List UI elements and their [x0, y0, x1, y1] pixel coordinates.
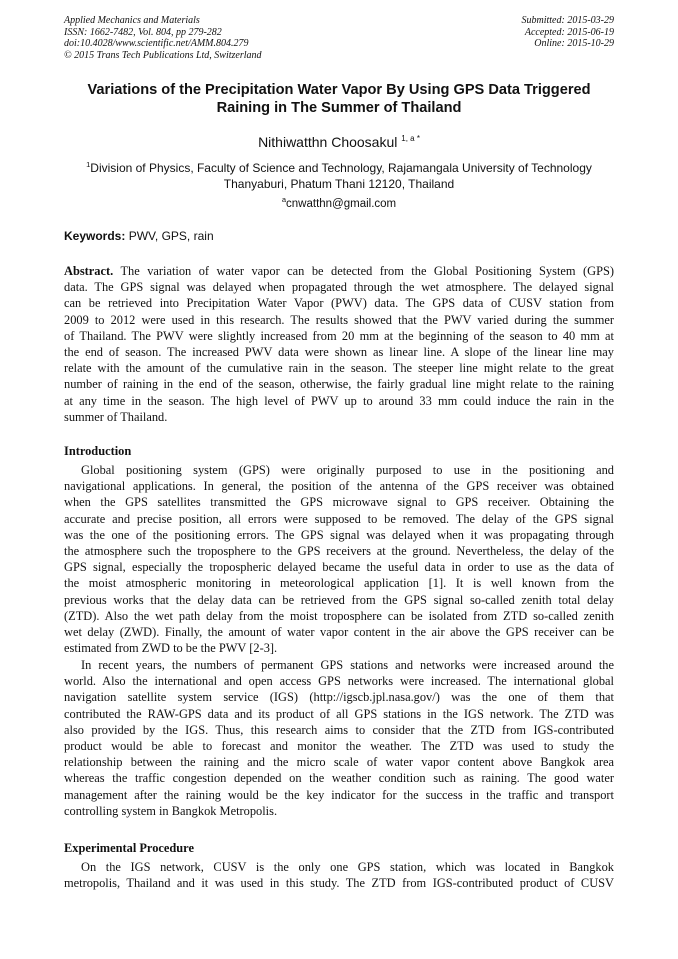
abstract-line: number of raining in the end of the season, otherwise, the fairly gradual line might relate to the raining [64, 377, 614, 392]
author-affiliation-marks: 1, a * [401, 134, 420, 143]
intro-line: In recent years, the numbers of permanent GPS stations and networks were increased around the [81, 658, 614, 672]
experimental-line: On the IGS network, CUSV is the only one GPS station, which was located in Bangkok [81, 860, 614, 874]
abstract-line: summer of Thailand. [64, 409, 168, 424]
email-address[interactable]: cnwatthn@gmail.com [286, 198, 397, 210]
keywords-text: PWV, GPS, rain [125, 229, 214, 243]
email-mark: a [281, 195, 287, 204]
submitted-date: Submitted: 2015-03-29 [521, 15, 614, 26]
intro-line: management after the raining would be the key indicator for the success in the traffic and transport [64, 787, 614, 802]
paper-title [50, 81, 628, 117]
abstract-label: Abstract. [64, 264, 114, 278]
affiliation-mark: 1 [86, 160, 91, 169]
intro-line: wet delay (ZWD). Finally, the amount of water vapor content in the air above the GPS receiver can be [64, 624, 614, 639]
affiliation [40, 157, 638, 192]
intro-line: relationship between the raining and the micro scale of water vapor content above Bangkok area [64, 755, 614, 770]
intro-line: when the GPS satellites transmitted the GPS microwave signal to GPS receiver. Obtaining the [64, 495, 614, 510]
intro-line: also provided by the IGS. Thus, this research aims to consider that the ZTD from IGS-contributed [64, 722, 614, 737]
keywords-label: Keywords: [64, 229, 126, 243]
intro-line: navigation satellite system service (IGS) (http://igscb.jpl.nasa.gov/) was the one of them that [64, 690, 614, 705]
author-name: Nithiwatthn Choosakul [258, 134, 398, 150]
abstract-line: of Thailand. The PWV were slightly increased from 20 mm at the beginning of the season to 40 mm at [64, 328, 614, 343]
abstract-line: the end of season. The increased PWV data were shown as linear line. A slope of the linear line may [64, 344, 614, 359]
title-line: Variations of the Precipitation Water Vapor By Using GPS Data Triggered [87, 82, 591, 98]
journal-issn: ISSN: 1662-7482, Vol. 804, pp 279-282 [64, 26, 222, 38]
intro-line: contributed the RAW-GPS data and its product of all GPS stations in the IGS network. The ZTD was [64, 706, 614, 721]
abstract-line: can be retrieved into Precipitation Water Vapor (PWV) data. The GPS data of CUSV station from [64, 296, 614, 311]
intro-line: accurate and precise position, all errors were supposed to be removed. The delay of the GPS signal [64, 511, 614, 526]
intro-line: the atmosphere such the troposphere to the GPS receivers at the ground. Nevertheless, the delay of the [64, 543, 614, 558]
intro-line: controlling system in Bangkok Metropolis. [64, 803, 278, 818]
journal-header-left [64, 15, 262, 61]
journal-copyright: © 2015 Trans Tech Publications Ltd, Switzerland [64, 49, 262, 61]
keywords [64, 229, 214, 244]
journal-header-right [522, 15, 615, 50]
abstract-line: data. The GPS signal was delayed when propagated through the wet atmosphere. The delayed signal [64, 280, 614, 295]
intro-line: Global positioning system (GPS) were originally purposed to use in the positioning and [81, 463, 614, 477]
author-line [0, 130, 678, 151]
intro-line: navigational applications. In general, the position of the antenna of the GPS receiver was obtained [64, 479, 614, 494]
online-date: Online: 2015-10-29 [534, 38, 614, 49]
title-line: Raining in The Summer of Thailand [216, 100, 462, 116]
intro-line: the moist atmospheric monitoring in meteorological application [1]. It is well known from the [64, 576, 614, 591]
intro-line: whereas the traffic congestion depended on the weather condition such as raining. The good water [64, 771, 614, 786]
affiliation-line: Thanyaburi, Phatum Thani 12120, Thailand [223, 177, 455, 191]
affiliation-line: $^1$Division of Physics, Faculty of Science and Technology, Rajamangala University of Technology [86, 160, 592, 175]
introduction-paragraph-1 [64, 462, 614, 656]
abstract-line: 2009 to 2012 were used in this research. The results showed that the PWV varied during the summer [64, 312, 614, 327]
intro-line: (ZTD). Also the wet path delay from the moist troposphere can be isolated from ZTD so-called zenith [64, 608, 614, 623]
experimental-paragraph-1 [64, 859, 614, 891]
experimental-line: metropolis, Thailand and it was used in this study. The ZTD from IGS-contributed product of CUSV [64, 876, 614, 891]
experimental-heading: Experimental Procedure [64, 841, 194, 855]
intro-line: previous works that the delay data can be retrieved from the GPS signal so-called zenith total delay [64, 592, 614, 607]
introduction-paragraph-2 [64, 657, 614, 819]
abstract-line: at any time in the season. The high level of PWV up to around 33 mm could induce the rain in the [64, 393, 614, 408]
accepted-date: Accepted: 2015-06-19 [524, 26, 614, 38]
intro-line: product would be able to forecast and monitor the weather. The ZTD was used to study the [64, 738, 614, 753]
abstract-line: Abstract. The variation of water vapor can be detected from the Global Positioning System (GPS) [64, 264, 614, 278]
intro-line: was the one of the positioning errors. The GPS signal was delayed when it was propagating through [64, 527, 614, 542]
abstract-line: relate with the amount of the cumulative rain in the season. The steeper line might relate to the great [64, 361, 614, 376]
intro-line: GPS signal, especially the tropospheric delayed became the useful data in order to use as the data of [64, 560, 614, 575]
intro-line: world. Also the international and open access GPS networks were increased. The international global [64, 674, 614, 689]
abstract [64, 263, 614, 425]
journal-name: Applied Mechanics and Materials [64, 15, 200, 26]
introduction-heading: Introduction [64, 444, 132, 458]
journal-doi[interactable]: doi:10.4028/www.scientific.net/AMM.804.279 [64, 38, 249, 49]
intro-line: estimated from ZWD to be the PWV [2-3]. [64, 641, 278, 656]
author-email [0, 193, 678, 211]
